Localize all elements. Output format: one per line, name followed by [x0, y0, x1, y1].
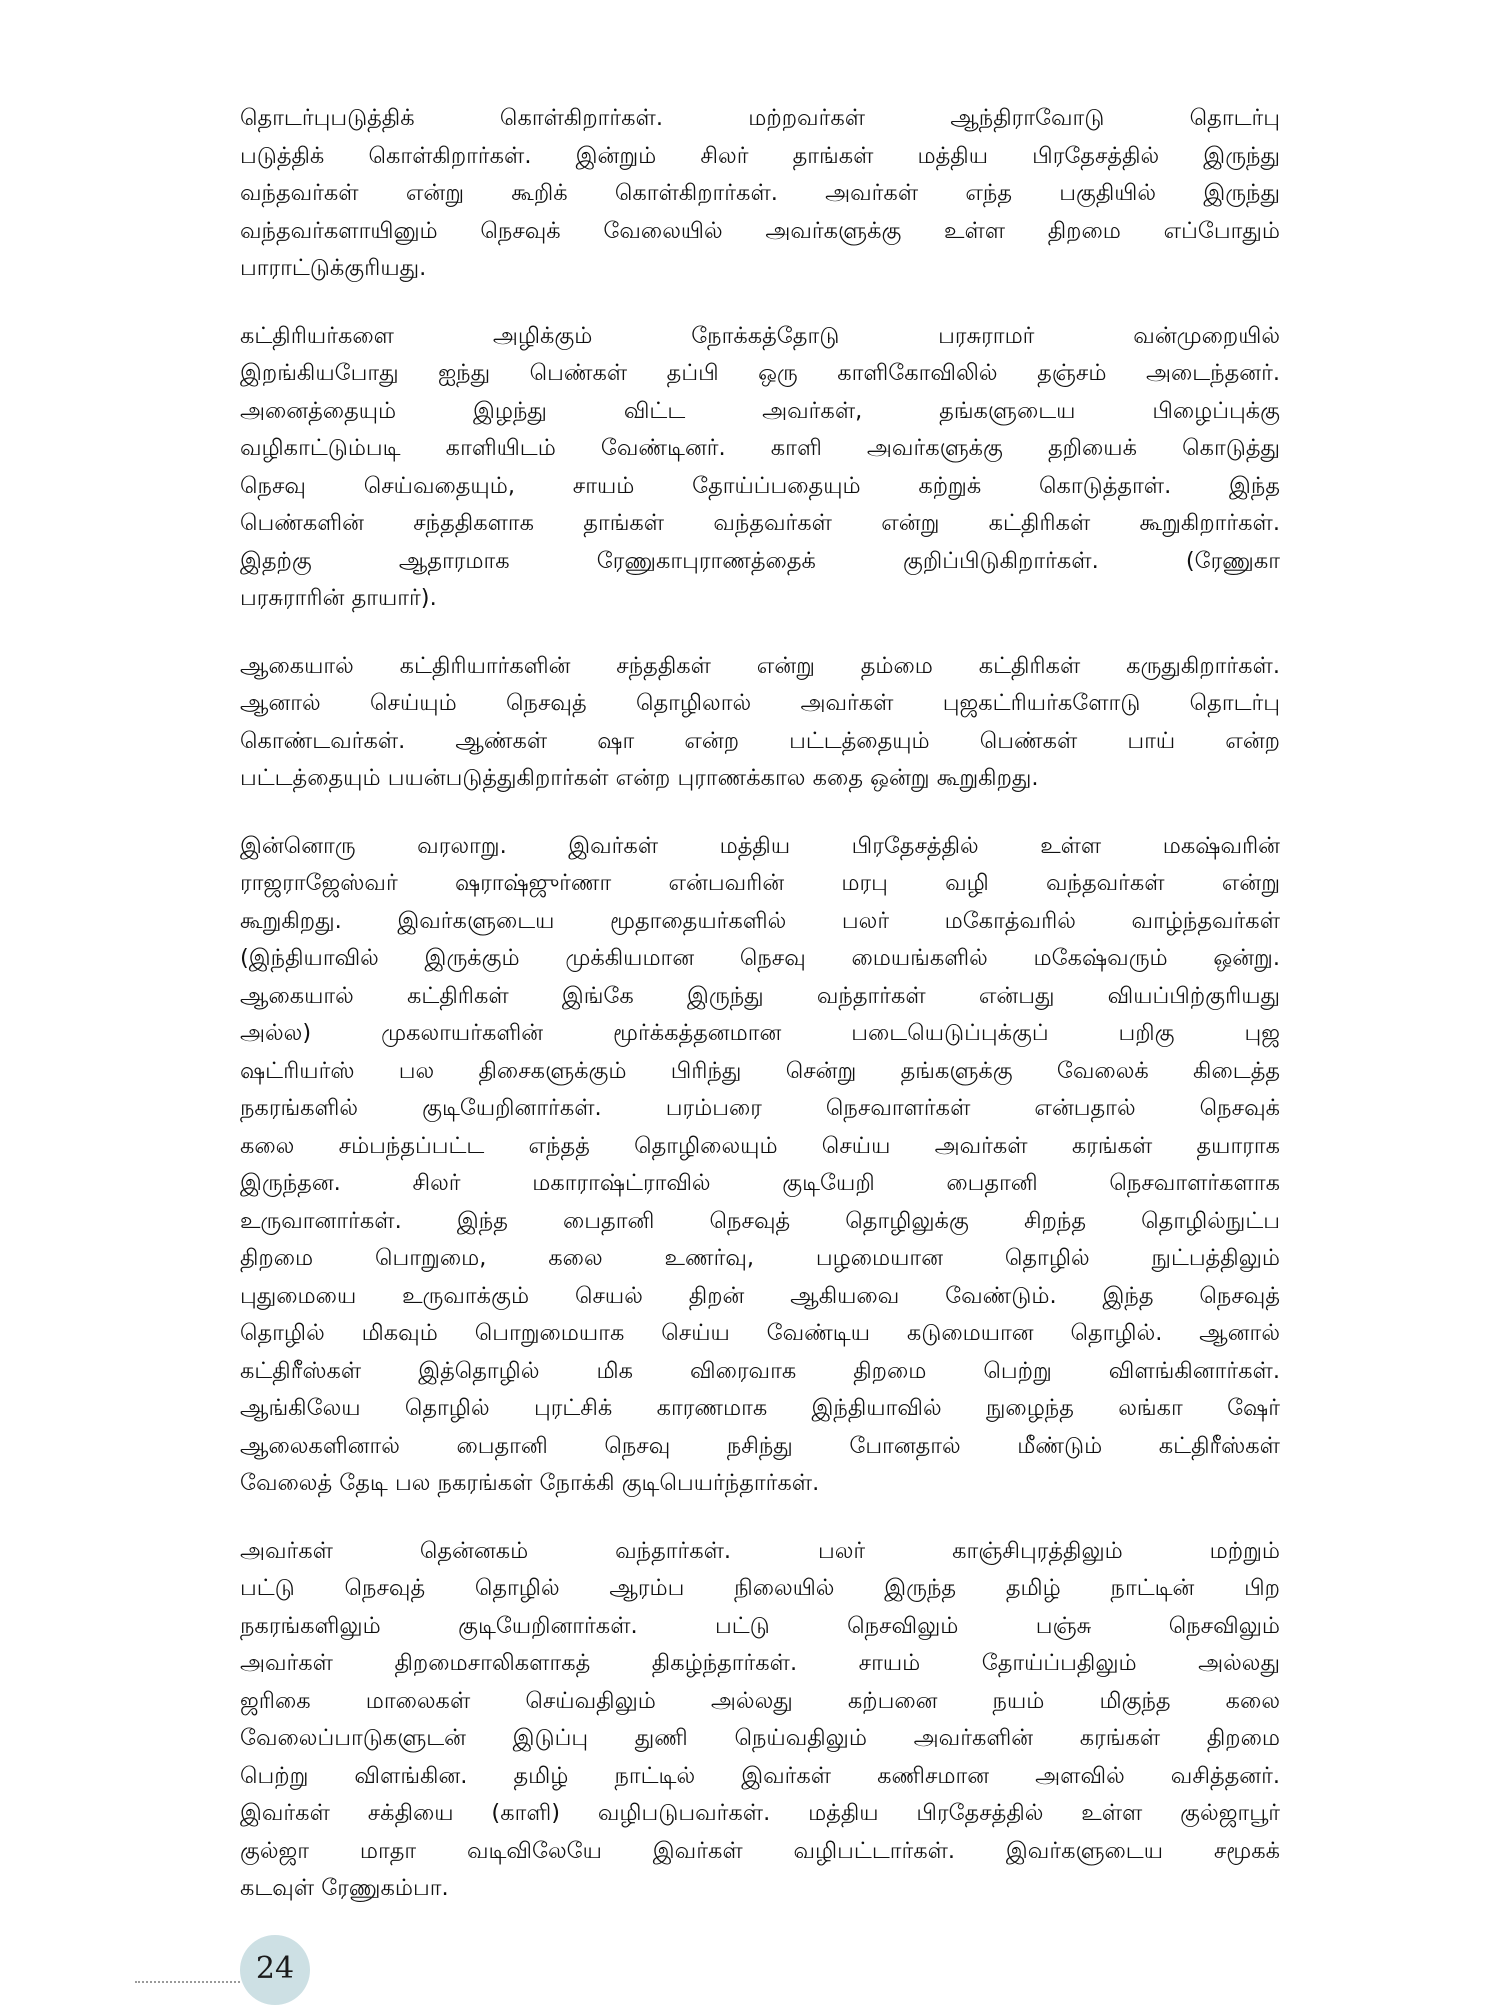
text-line: திறமை பொறுமை, கலை உணர்வு, பழமையான தொழில் நுட்பத்திலும்	[240, 1245, 1280, 1271]
text-line: பட்டு நெசவுத் தொழில் ஆரம்ப நிலையில் இருந்த தமிழ் நாட்டின் பிற	[240, 1575, 1280, 1601]
text-line: வேலைப்பாடுகளுடன் இடுப்பு துணி நெய்வதிலும் அவர்களின் கரங்கள் திறமை	[240, 1725, 1280, 1751]
text-line: ஆங்கிலேய தொழில் புரட்சிக் காரணமாக இந்தியாவில் நுழைந்த லங்கா ஷேர்	[240, 1395, 1280, 1421]
page-number-badge	[240, 1935, 310, 2005]
text-line: நெசவு செய்வதையும், சாயம் தோய்ப்பதையும் கற்றுக் கொடுத்தாள். இந்த	[240, 472, 1280, 499]
text-line: ராஜராஜேஸ்வர் ஷராஷ்ஜுர்ணா என்பவரின் மரபு வழி வந்தவர்கள் என்று	[240, 870, 1280, 896]
text-line: குல்ஜா மாதா வடிவிலேயே இவர்கள் வழிபட்டார்கள். இவர்களுடைய சமூகக்	[240, 1837, 1280, 1864]
text-line: வேலைத் தேடி பல நகரங்கள் நோக்கி குடிபெயர்ந்தார்கள்.	[240, 1470, 820, 1496]
text-line: பாராட்டுக்குரியது.	[240, 255, 427, 281]
paragraph-5	[240, 1533, 1280, 1908]
text-line: நகரங்களிலும் குடியேறினார்கள். பட்டு நெசவிலும் பஞ்சு நெசவிலும்	[240, 1612, 1280, 1639]
text-line: கொண்டவர்கள். ஆண்கள் ஷா என்ற பட்டத்தையும் பெண்கள் பாய் என்ற	[240, 727, 1280, 754]
text-line: நகரங்களில் குடியேறினார்கள். பரம்பரை நெசவாளர்கள் என்பதால் நெசவுக்	[240, 1095, 1280, 1121]
footer-dotted-rule	[135, 1981, 240, 1983]
text-line: கட்திரீஸ்கள் இத்தொழில் மிக விரைவாக திறமை பெற்று விளங்கினார்கள்.	[240, 1357, 1280, 1384]
text-line: வழிகாட்டும்படி காளியிடம் வேண்டினர். காளி அவர்களுக்கு தறியைக் கொடுத்து	[240, 435, 1280, 461]
text-line: அல்ல) முகலாயர்களின் மூர்க்கத்தனமான படையெடுப்புக்குப் பறிகு புஜ	[240, 1020, 1280, 1046]
text-line: அனைத்தையும் இழந்து விட்ட அவர்கள், தங்களுடைய பிழைப்புக்கு	[240, 397, 1280, 424]
text-line: இதற்கு ஆதாரமாக ரேணுகாபுராணத்தைக் குறிப்பிடுகிறார்கள். (ரேணுகா	[240, 547, 1280, 574]
paragraph-2	[240, 318, 1280, 618]
text-line: இவர்கள் சக்தியை (காளி) வழிபடுபவர்கள். மத்திய பிரதேசத்தில் உள்ள குல்ஜாபூர்	[240, 1800, 1280, 1826]
text-line: படுத்திக் கொள்கிறார்கள். இன்றும் சிலர் தாங்கள் மத்திய பிரதேசத்தில் இருந்து	[240, 142, 1280, 169]
text-line: ஆலைகளினால் பைதானி நெசவு நசிந்து போனதால் மீண்டும் கட்திரீஸ்கள்	[240, 1432, 1280, 1459]
text-line: பெண்களின் சந்ததிகளாக தாங்கள் வந்தவர்கள் என்று கட்திரிகள் கூறுகிறார்கள்.	[240, 510, 1280, 536]
text-line: பெற்று விளங்கின. தமிழ் நாட்டில் இவர்கள் கணிசமான அளவில் வசித்தனர்.	[240, 1762, 1280, 1789]
body-text	[240, 100, 1280, 1938]
text-line: தொடர்புபடுத்திக் கொள்கிறார்கள். மற்றவர்கள் ஆந்திராவோடு தொடர்பு	[240, 105, 1280, 131]
text-line: (இந்தியாவில் இருக்கும் முக்கியமான நெசவு மையங்களில் மகேஷ்வரும் ஒன்று.	[240, 945, 1280, 971]
text-line: அவர்கள் தென்னகம் வந்தார்கள். பலர் காஞ்சிபுரத்திலும் மற்றும்	[240, 1537, 1280, 1564]
text-line: பட்டத்தையும் பயன்படுத்துகிறார்கள் என்ற புராணக்கால கதை ஒன்று கூறுகிறது.	[240, 765, 1039, 791]
text-line: பரசுராரின் தாயார்).	[240, 585, 437, 611]
text-line: இன்னொரு வரலாறு. இவர்கள் மத்திய பிரதேசத்தில் உள்ள மகஷ்வரின்	[240, 832, 1280, 859]
text-line: வந்தவர்கள் என்று கூறிக் கொள்கிறார்கள். அவர்கள் எந்த பகுதியில் இருந்து	[240, 180, 1280, 206]
text-line: கடவுள் ரேணுகம்பா.	[240, 1875, 449, 1901]
text-line: புதுமையை உருவாக்கும் செயல் திறன் ஆகியவை வேண்டும். இந்த நெசவுத்	[240, 1282, 1280, 1309]
text-line: ஆனால் செய்யும் நெசவுத் தொழிலால் அவர்கள் புஜகட்ரியர்களோடு தொடர்பு	[240, 690, 1280, 716]
text-line: இருந்தன. சிலர் மகாராஷ்ட்ராவில் குடியேறி பைதானி நெசவாளர்களாக	[240, 1170, 1280, 1196]
paragraph-1	[240, 100, 1280, 288]
text-line: தொழில் மிகவும் பொறுமையாக செய்ய வேண்டிய கடுமையான தொழில். ஆனால்	[240, 1320, 1280, 1346]
page-number: 24	[255, 1951, 295, 1986]
text-line: கூறுகிறது. இவர்களுடைய மூதாதையர்களில் பலர் மகோத்வரில் வாழ்ந்தவர்கள்	[240, 907, 1280, 934]
text-line: ஆகையால் கட்திரியார்களின் சந்ததிகள் என்று தம்மை கட்திரிகள் கருதுகிறார்கள்.	[240, 652, 1280, 679]
paragraph-3	[240, 648, 1280, 798]
text-line: உருவானார்கள். இந்த பைதானி நெசவுத் தொழிலுக்கு சிறந்த தொழில்நுட்ப	[240, 1207, 1280, 1234]
text-line: கலை சம்பந்தப்பட்ட எந்தத் தொழிலையும் செய்ய அவர்கள் கரங்கள் தயாராக	[240, 1132, 1280, 1159]
text-line: அவர்கள் திறமைசாலிகளாகத் திகழ்ந்தார்கள். சாயம் தோய்ப்பதிலும் அல்லது	[240, 1650, 1280, 1676]
text-line: ஜரிகை மாலைகள் செய்வதிலும் அல்லது கற்பனை நயம் மிகுந்த கலை	[240, 1687, 1280, 1714]
text-line: ஆகையால் கட்திரிகள் இங்கே இருந்து வந்தார்கள் என்பது வியப்பிற்குரியது	[240, 982, 1280, 1009]
paragraph-4	[240, 828, 1280, 1503]
text-line: ஷட்ரியர்ஸ் பல திசைகளுக்கும் பிரிந்து சென்று தங்களுக்கு வேலைக் கிடைத்த	[240, 1057, 1280, 1084]
text-line: வந்தவர்களாயினும் நெசவுக் வேலையில் அவர்களுக்கு உள்ள திறமை எப்போதும்	[240, 217, 1280, 244]
text-line: கட்திரியர்களை அழிக்கும் நோக்கத்தோடு பரசுராமர் வன்முறையில்	[240, 322, 1280, 349]
text-line: இறங்கியபோது ஐந்து பெண்கள் தப்பி ஒரு காளிகோவிலில் தஞ்சம் அடைந்தனர்.	[240, 360, 1280, 386]
